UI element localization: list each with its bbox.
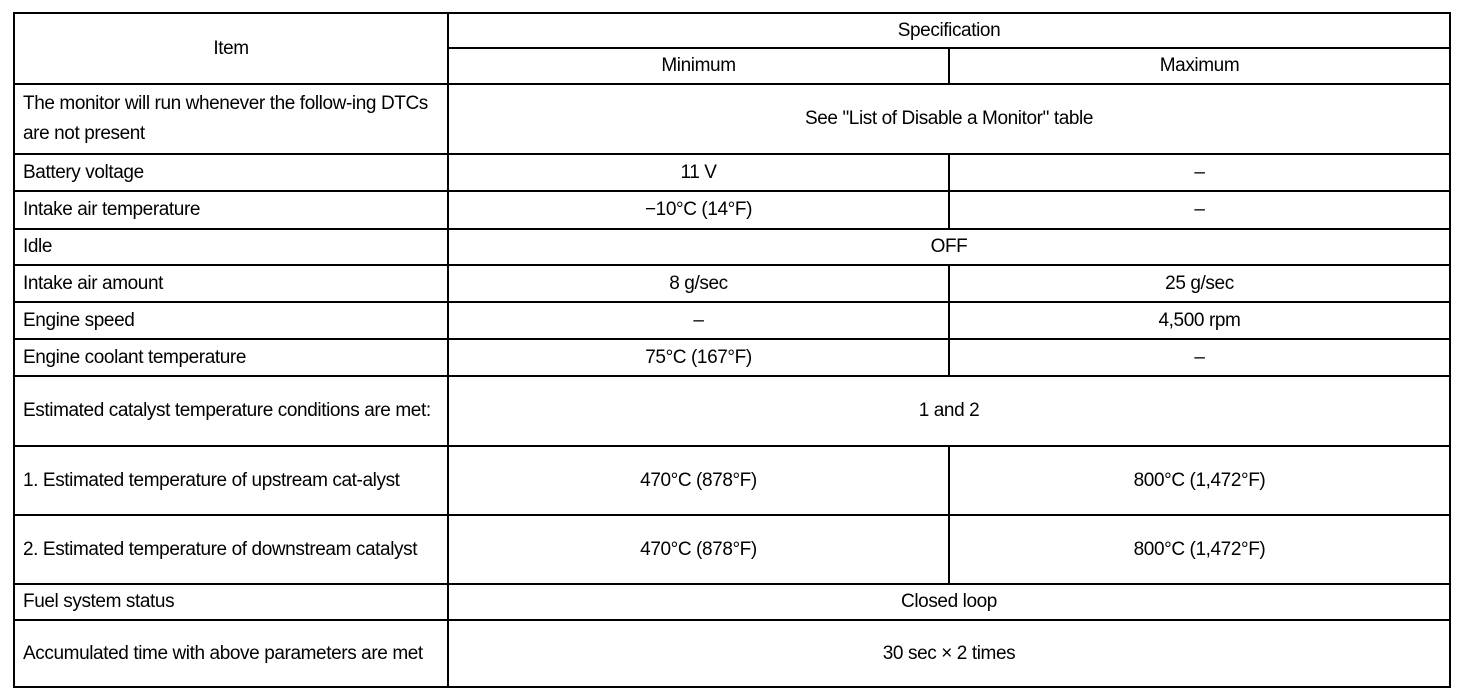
row-item: Battery voltage xyxy=(14,154,448,191)
row-item: Engine speed xyxy=(14,302,448,339)
row-min-value: 470°C (878°F) xyxy=(448,446,949,515)
row-item: Idle xyxy=(14,229,448,265)
table-row xyxy=(14,620,1450,687)
header-specification: Specification xyxy=(448,13,1450,48)
row-item: Fuel system status xyxy=(14,584,448,620)
header-row xyxy=(14,13,1450,48)
table-row xyxy=(14,154,1450,191)
row-min-value: – xyxy=(448,302,949,339)
header-item: Item xyxy=(14,13,448,84)
row-min-value: 470°C (878°F) xyxy=(448,515,949,584)
table-row xyxy=(14,302,1450,339)
row-merged-value: Closed loop xyxy=(448,584,1450,620)
row-min-value: −10°C (14°F) xyxy=(448,191,949,229)
table-row xyxy=(14,191,1450,229)
row-max-value: 800°C (1,472°F) xyxy=(949,446,1450,515)
row-min-value: 8 g/sec xyxy=(448,265,949,302)
row-merged-value: 1 and 2 xyxy=(448,376,1450,446)
table-row xyxy=(14,446,1450,515)
header-maximum: Maximum xyxy=(949,48,1450,84)
table-row xyxy=(14,376,1450,446)
row-item: The monitor will run whenever the follow-ing DTCs are not present xyxy=(14,84,448,154)
row-max-value: – xyxy=(949,154,1450,191)
row-merged-value: 30 sec × 2 times xyxy=(448,620,1450,687)
table-row xyxy=(14,84,1450,154)
table-row xyxy=(14,515,1450,584)
row-item: 2. Estimated temperature of downstream catalyst xyxy=(14,515,448,584)
row-max-value: – xyxy=(949,339,1450,376)
table-row xyxy=(14,584,1450,620)
table-row xyxy=(14,265,1450,302)
specification-table xyxy=(13,12,1451,688)
row-item: Intake air amount xyxy=(14,265,448,302)
row-item: Intake air temperature xyxy=(14,191,448,229)
header-minimum: Minimum xyxy=(448,48,949,84)
row-max-value: 4,500 rpm xyxy=(949,302,1450,339)
row-item: Accumulated time with above parameters are met xyxy=(14,620,448,687)
table-row xyxy=(14,229,1450,265)
row-max-value: 800°C (1,472°F) xyxy=(949,515,1450,584)
row-merged-value: See "List of Disable a Monitor" table xyxy=(448,84,1450,154)
row-min-value: 75°C (167°F) xyxy=(448,339,949,376)
row-max-value: – xyxy=(949,191,1450,229)
row-item: 1. Estimated temperature of upstream cat-alyst xyxy=(14,446,448,515)
row-item: Engine coolant temperature xyxy=(14,339,448,376)
row-min-value: 11 V xyxy=(448,154,949,191)
row-max-value: 25 g/sec xyxy=(949,265,1450,302)
table-row xyxy=(14,339,1450,376)
row-merged-value: OFF xyxy=(448,229,1450,265)
row-item: Estimated catalyst temperature conditions are met: xyxy=(14,376,448,446)
